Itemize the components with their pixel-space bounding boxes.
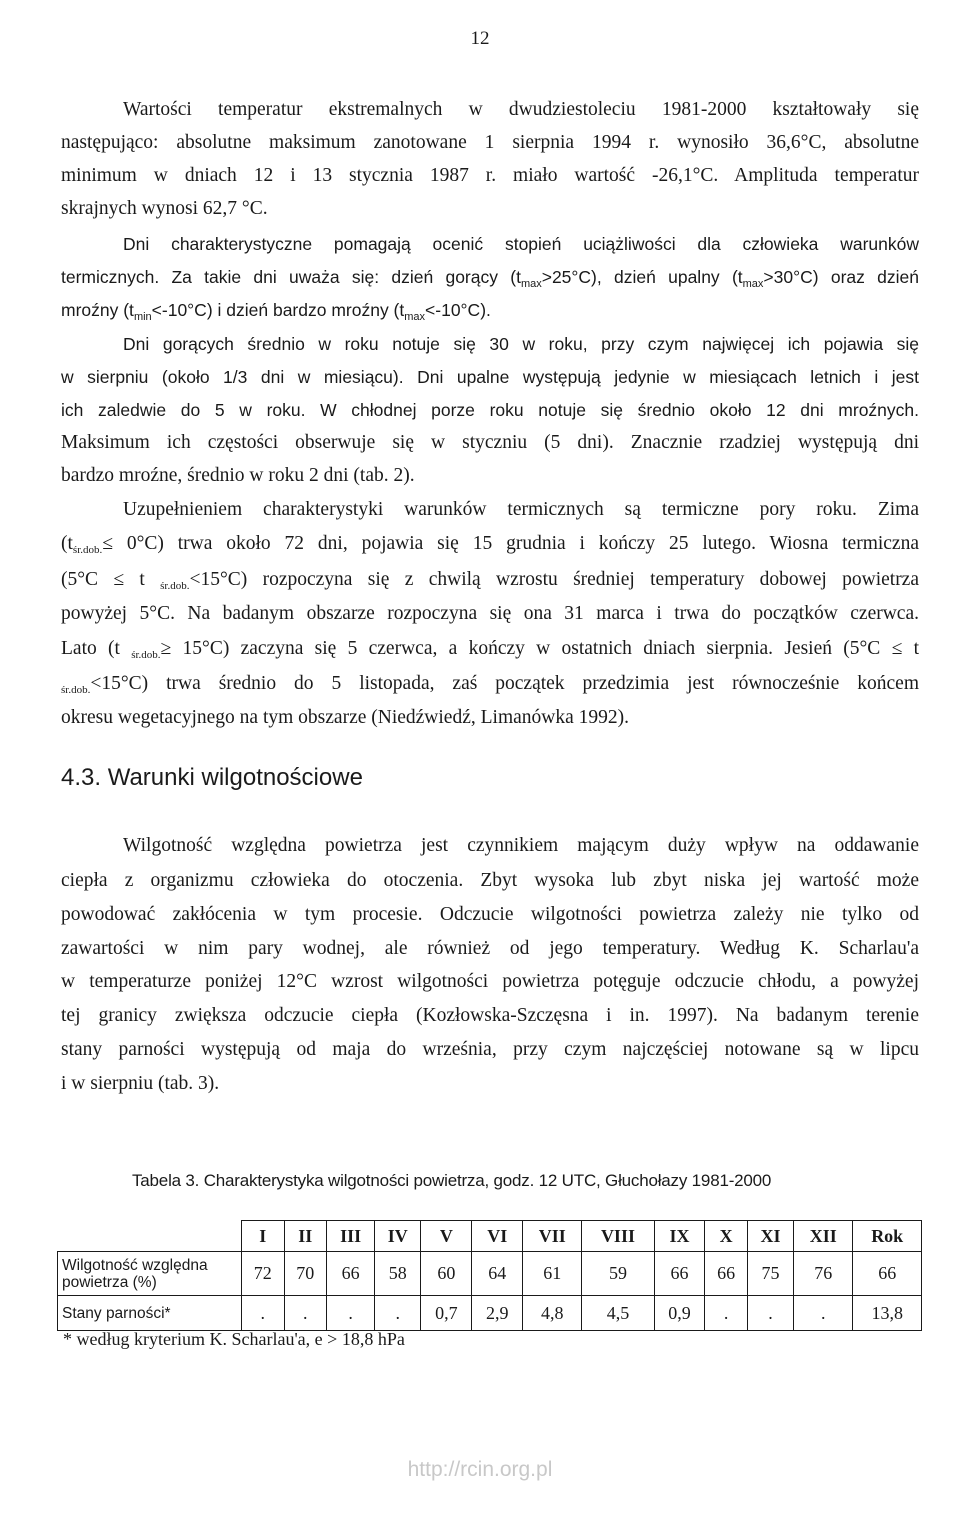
table-corner-cell [58,1221,242,1252]
table-cell: 70 [284,1252,327,1296]
subscript: śr.dob. [72,544,103,556]
column-header: I [242,1221,285,1252]
column-header: IV [375,1221,421,1252]
column-header: VIII [582,1221,654,1252]
paragraph-line: i w sierpniu (tab. 3). [61,1073,220,1094]
paragraph-line: Wilgotność względna powietrza jest czynnikiem mającym duży wpływ na oddawanie [123,835,919,856]
table-cell: 59 [582,1252,654,1296]
text-run: Lato (t [61,638,132,659]
table-cell: 72 [242,1252,285,1296]
table-cell: 66 [853,1252,922,1296]
text-run: <15°C) trwa średnio do 5 listopada, zaś początek przedzimia jest równocześnie końcem [90,673,919,694]
paragraph-line: ciepła z organizmu człowieka do otoczenia. Zbyt wysoka lub zbyt niska jej wartość może [61,870,919,891]
paragraph-line: Maksimum ich częstości obserwuje się w styczniu (5 dni). Znacznie rzadziej występują dni [61,432,919,453]
paragraph-line: w sierpniu (około 1/3 dni w miesiącu). Dni upalne występują jedynie w miesiącach letnich i jest [61,367,919,387]
paragraph-line: w temperaturze poniżej 12°C wzrost wilgotności powietrza potęguje odczucie chłodu, a powyżej [61,971,919,992]
subscript: max [404,311,426,323]
text-run: >30°C) oraz dzień [763,267,919,287]
paragraph-line: skrajnych wynosi 62,7 °C. [61,198,268,219]
page-number: 12 [470,28,490,49]
column-header: IX [654,1221,705,1252]
text-run: <15°C) rozpoczyna się z chwilą wzrostu średniej temperatury dobowej powietrza [189,569,919,590]
subscript: śr.dob. [131,649,161,661]
table-cell: . [794,1296,853,1331]
text-run: mroźny (t [61,300,134,320]
paragraph-line [61,668,919,701]
table-cell: 13,8 [853,1296,922,1331]
paragraph-line: powyżej 5°C. Na badanym obszarze rozpoczyna się ona 31 marca i trwa do początków czerwca. [61,603,919,624]
paragraph-line: tej granicy zwiększa odczucie ciepła (Kozłowska-Szczęsna i in. 1997). Na badanym terenie [61,1005,919,1026]
table-header-row [58,1221,922,1252]
paragraph-line: bardzo mroźne, średnio w roku 2 dni (tab. 2). [61,465,415,486]
paragraph-line: minimum w dniach 12 i 13 stycznia 1987 r. miało wartość -26,1°C. Amplituda temperatur [61,165,919,186]
table-cell: 0,7 [421,1296,472,1331]
table-cell: . [375,1296,421,1331]
paragraph-line: następująco: absolutne maksimum zanotowane 1 sierpnia 1994 r. wynosiło 36,6°C, absolutne [61,132,919,153]
paragraph-line [61,294,919,327]
text-run: (t [61,533,73,554]
paragraph-line: Uzupełnieniem charakterystyki warunków termicznych są termiczne pory roku. Zima [123,499,919,520]
paragraph-line: zawartości w nim pary wodnej, ale również od jego temperatury. Według K. Scharlau'a [61,938,919,959]
column-header: XII [794,1221,853,1252]
paragraph-line [61,564,919,597]
table-caption: Tabela 3. Charakterystyka wilgotności powietrza, godz. 12 UTC, Głuchołazy 1981-2000 [132,1171,772,1190]
subscript: śr.dob. [160,580,190,592]
table-cell: 76 [794,1252,853,1296]
table-cell: . [705,1296,748,1331]
table-cell: 4,8 [523,1296,582,1331]
table-cell: 0,9 [654,1296,705,1331]
paragraph-line [61,633,919,666]
source-watermark: http://rcin.org.pl [407,1458,553,1481]
subscript: max [520,278,542,290]
paragraph-line: powodować zakłócenia w tym procesie. Odczucie wilgotności powietrza zależy nie tylko od [61,904,919,925]
paragraph-line: Dni gorących średnio w roku notuje się 30 w roku, przy czym najwięcej ich pojawia się [123,334,919,354]
paragraph-line: Wartości temperatur ekstremalnych w dwudziestoleciu 1981-2000 kształtowały się [123,99,919,120]
table-row [58,1252,922,1296]
table-cell: 66 [327,1252,375,1296]
column-header: II [284,1221,327,1252]
paragraph-line [61,261,919,294]
text-run: <-10°C) i dzień bardzo mroźny (t [151,300,405,320]
paragraph-line: stany parności występują od maja do września, przy czym najczęściej notowane są w lipcu [61,1039,919,1060]
text-run: (5°C ≤ t [61,569,161,590]
section-heading: 4.3. Warunki wilgotnościowe [61,764,363,791]
table-cell: 2,9 [472,1296,523,1331]
subscript: śr.dob. [61,684,91,696]
table-cell: 61 [523,1252,582,1296]
table-footnote: * według kryterium K. Scharlau'a, e > 18,8 hPa [63,1329,405,1349]
table-cell: . [242,1296,285,1331]
text-run: ≥ 15°C) zaczyna się 5 czerwca, a kończy w ostatnich dniach sierpnia. Jesień (5°C ≤ t [160,638,919,659]
table-cell: . [284,1296,327,1331]
row-label: Stany parności* [58,1296,242,1331]
text-run: >25°C), dzień upalny (t [541,267,743,287]
table-cell: 60 [421,1252,472,1296]
humidity-table [57,1220,922,1331]
text-run: <-10°C). [425,300,491,320]
text-run: termicznych. Za takie dni uważa się: dzień gorący (t [61,267,521,287]
table-cell: . [747,1296,793,1331]
table-cell: 58 [375,1252,421,1296]
row-label: Wilgotność względna powietrza (%) [58,1252,242,1296]
paragraph-line [61,528,919,561]
text-run: ≤ 0°C) trwa około 72 dni, pojawia się 15 grudnia i kończy 25 lutego. Wiosna termiczna [102,533,919,554]
table-cell: 64 [472,1252,523,1296]
table-cell: 4,5 [582,1296,654,1331]
paragraph-line: okresu wegetacyjnego na tym obszarze (Niedźwiedź, Limanówka 1992). [61,707,629,728]
column-header: V [421,1221,472,1252]
table-row [58,1296,922,1331]
table-cell: . [327,1296,375,1331]
subscript: min [133,311,152,323]
subscript: max [742,278,764,290]
column-header: X [705,1221,748,1252]
table-cell: 75 [747,1252,793,1296]
column-header: XI [747,1221,793,1252]
table-cell: 66 [654,1252,705,1296]
column-header: VII [523,1221,582,1252]
paragraph-line: Dni charakterystyczne pomagają ocenić stopień uciążliwości dla człowieka warunków [123,234,919,254]
column-header: III [327,1221,375,1252]
table-cell: 66 [705,1252,748,1296]
column-header: VI [472,1221,523,1252]
column-header: Rok [853,1221,922,1252]
paragraph-line: ich zaledwie do 5 w roku. W chłodnej porze roku notuje się średnio około 12 dni mroźnych. [61,400,919,420]
